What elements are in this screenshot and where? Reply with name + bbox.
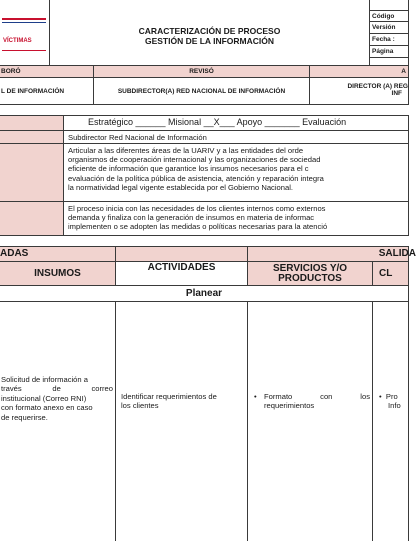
- header-salidas: SALIDA: [247, 246, 409, 262]
- insumo-line: institucional (Correo RNI): [1, 393, 87, 403]
- process-type-cell: [63, 115, 409, 131]
- cliente-line: Info: [388, 401, 401, 411]
- logo-stripe-icon: [2, 22, 46, 23]
- header-actividades: ACTIVIDADES: [115, 246, 248, 286]
- meta-pagina: Página: [370, 46, 408, 58]
- objective-line: Articular a las diferentes áreas de la UARIV y a las entidades del orde: [68, 146, 304, 155]
- approval-header-aprobo: A: [309, 65, 409, 78]
- label-lider: [0, 130, 64, 144]
- header-insumos: INSUMOS: [0, 261, 116, 286]
- row-servicios-cell: [247, 301, 373, 541]
- logo-cell: [0, 0, 50, 66]
- scope-line: implementen o se adopten las medidas o políticas necesarias para la atenció: [68, 222, 328, 232]
- insumo-line: Solicitud de información a: [1, 375, 88, 384]
- insumo-line: través de correo: [1, 384, 113, 394]
- leader-text: Subdirector Red Nacional de Información: [68, 133, 207, 142]
- logo-stripe-icon: [2, 18, 46, 20]
- approval-value-aprobo: DIRECTOR (A) REG INF: [309, 77, 409, 105]
- scope-line: demanda y finaliza con la generación de insumos en materia de informac: [68, 213, 315, 223]
- row-clientes-cell: [372, 301, 409, 541]
- phase-planear: Planear: [0, 285, 409, 302]
- objective-line: organismos de cooperación internacional y las organizaciones de sociedad: [68, 155, 321, 165]
- title-cell: [49, 0, 370, 66]
- cliente-line: • Pro: [379, 392, 398, 401]
- insumo-line: de requerirse.: [1, 412, 48, 422]
- scope-line: El proceso inicia con las necesidades de los clientes internos como externos: [68, 204, 326, 213]
- doc-title-line2: GESTIÓN DE LA INFORMACIÓN: [144, 36, 275, 46]
- approval-value-reviso: SUBDIRECTOR(A) RED NACIONAL DE INFORMACIÓN: [93, 77, 310, 105]
- leader-cell: [63, 130, 409, 144]
- row-actividades-cell: [115, 301, 248, 541]
- insumo-line: con formato anexo en caso: [1, 403, 93, 413]
- logo-text: VÍCTIMAS: [3, 38, 32, 44]
- meta-version: Versión: [370, 22, 408, 34]
- scope-cell: [63, 201, 409, 236]
- actividad-line: Identificar requerimientos de: [121, 392, 217, 401]
- approval-header-reviso: REVISÓ: [93, 65, 310, 78]
- objective-line: evaluación de la política pública de asistencia, atención y reparación integra: [68, 173, 324, 183]
- approval-header-elaboro: BORÓ: [0, 65, 94, 78]
- header-entradas: ADAS: [0, 246, 116, 262]
- servicio-line: • Formato con los: [254, 392, 370, 401]
- label-alcance: [0, 201, 64, 236]
- logo-stripe-icon: [2, 50, 46, 51]
- objective-line: la normatividad legal vigente establecida por el Gobierno Nacional.: [68, 182, 293, 192]
- header-clientes: CL: [372, 261, 409, 286]
- label-objetivo: [0, 143, 64, 202]
- meta-fecha: Fecha :: [370, 34, 408, 46]
- meta-cell: [369, 0, 409, 66]
- bullet-icon: •: [254, 392, 257, 401]
- approval-value-elaboro: L DE INFORMACIÓN: [0, 77, 94, 105]
- actividad-line: los clientes: [121, 401, 159, 411]
- meta-codigo: Código: [370, 10, 408, 22]
- doc-title-line1: CARACTERIZACIÓN DE PROCESO: [138, 26, 281, 36]
- servicio-line: requerimientos: [264, 401, 315, 411]
- header-servicios: SERVICIOS Y/O PRODUCTOS: [247, 261, 373, 286]
- objective-cell: [63, 143, 409, 202]
- objective-line: eficiente de información que garantice los insumos necesarios para el c: [68, 164, 309, 174]
- process-type-line: Estratégico ______ Misional __X___ Apoyo _______ Evaluación: [88, 117, 347, 127]
- row-insumos-cell: [0, 301, 116, 541]
- label-tipo-proceso: [0, 115, 64, 131]
- bullet-icon: •: [379, 392, 386, 401]
